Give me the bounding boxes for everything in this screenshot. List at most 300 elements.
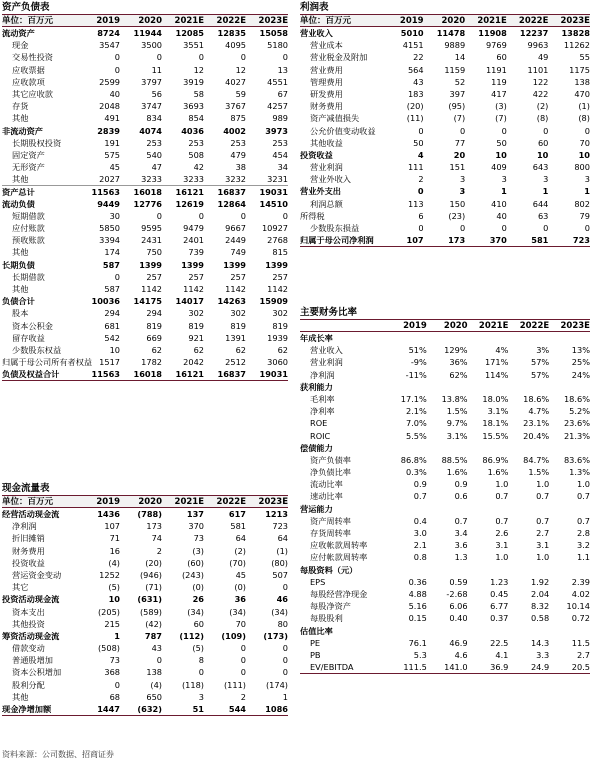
cell-value: 989 [272, 113, 288, 124]
cell-value: 0 [198, 52, 204, 63]
year-header: 2021E [174, 16, 204, 26]
year-header: 2023E [560, 16, 590, 26]
row-label: ROIC [310, 430, 331, 441]
cell-value: 3767 [225, 101, 246, 112]
cell-value: 0 [198, 667, 204, 678]
unit-label: 单位：百万元 [2, 497, 54, 507]
cell-value: 64 [235, 533, 246, 544]
cell-value: 11.5 [571, 637, 590, 648]
cell-value: 0 [156, 52, 162, 63]
cell-value: 650 [146, 691, 162, 702]
cell-value: 669 [146, 332, 162, 343]
table-row [300, 515, 590, 527]
row-label: 每股净资产 [310, 601, 351, 612]
table-row [2, 703, 288, 715]
row-label: 利润总额 [310, 198, 343, 209]
cell-value: 70 [235, 618, 246, 629]
row-label: 其他 [12, 174, 29, 185]
table-row [2, 112, 288, 124]
table-row [2, 356, 288, 368]
cell-value: 173 [146, 521, 162, 532]
table-row [300, 161, 590, 173]
cell-value: 86.9% [482, 454, 509, 465]
cell-value [549, 503, 590, 515]
cell-value: 42 [193, 162, 204, 173]
table-row [2, 545, 288, 557]
cell-value: 26 [192, 594, 204, 605]
cell-value: 1213 [265, 509, 288, 519]
table-row [2, 508, 288, 520]
table-row [2, 642, 288, 654]
cell-value: 1.0 [536, 552, 550, 563]
cell-value: 12776 [133, 198, 162, 209]
cell-value [468, 381, 509, 393]
cell-value: 0 [114, 52, 120, 63]
cell-value: 3394 [99, 235, 120, 246]
row-label: 少数股东权益 [12, 344, 62, 355]
cell-value: 68 [109, 691, 120, 702]
row-label: 估值比率 [300, 625, 333, 636]
cell-value: 0 [282, 667, 288, 678]
cell-value: 302 [188, 308, 204, 319]
cell-value: 79 [579, 210, 590, 221]
cell-value: 57% [530, 357, 550, 368]
table-row [300, 27, 590, 39]
table-row [2, 64, 288, 76]
cell-value: 60 [537, 137, 549, 148]
cell-value: 1.3 [454, 552, 468, 563]
cell-value: 11262 [563, 40, 590, 51]
row-label: 现金净增加额 [2, 704, 52, 714]
cell-value: 1.5% [446, 406, 468, 417]
cell-value: 1252 [99, 569, 120, 580]
cell-value: 410 [491, 198, 507, 209]
cell-value: 150 [449, 198, 466, 209]
table-row [2, 210, 288, 222]
year-header: 2023E [258, 16, 288, 26]
row-label: 投资收益 [300, 149, 333, 160]
row-label: 营业收入 [300, 28, 333, 38]
table-row [2, 520, 288, 532]
cell-value: 174 [104, 247, 120, 258]
cell-value: (1) [578, 101, 590, 112]
table-row [300, 344, 590, 356]
cell-value: 0 [240, 667, 246, 678]
cell-value: 14510 [259, 198, 288, 209]
cell-value: 1391 [225, 332, 246, 343]
cell-value: 3.1 [536, 540, 550, 551]
cell-value: 1399 [181, 259, 204, 270]
cell-value: 73 [109, 655, 120, 666]
cell-value: 9595 [141, 223, 162, 233]
year-header: 2021E [478, 321, 509, 331]
table-row [2, 532, 288, 544]
cell-value: 750 [146, 247, 162, 258]
cell-value: 3551 [183, 40, 204, 51]
cell-value: 0 [418, 125, 424, 136]
row-label: 其他 [12, 691, 29, 702]
table-row [2, 569, 288, 581]
cell-value: 370 [188, 521, 204, 532]
cell-value: 3233 [183, 174, 204, 185]
cell-value: 12619 [175, 198, 204, 209]
ratios-panel [300, 306, 590, 674]
cell-value: 723 [272, 521, 288, 532]
cell-value: 9.7% [446, 418, 468, 429]
row-label: 应收款项 [12, 76, 45, 87]
unit-label: 单位：百万元 [2, 16, 54, 26]
table-row [300, 539, 590, 551]
cell-value [508, 564, 549, 576]
cell-value: 173 [448, 235, 466, 246]
cell-value: 122 [532, 76, 549, 87]
row-label: 存货周转率 [310, 528, 351, 538]
cell-value: 1782 [141, 357, 162, 368]
cell-value: 171% [484, 357, 509, 368]
row-label: 每股资料（元） [300, 564, 358, 575]
cell-value: 564 [407, 64, 424, 75]
cell-value: 25% [571, 357, 590, 368]
year-header: 2019 [399, 16, 424, 26]
table-row [2, 137, 288, 149]
cell-value: 581 [230, 521, 246, 532]
row-label: 折旧摊销 [12, 533, 45, 544]
cell-value: 74 [151, 533, 162, 544]
table-row [300, 661, 590, 673]
cell-value: 1 [584, 186, 590, 197]
row-label: 营运资金变动 [12, 569, 62, 580]
row-label: 资本公积增加 [12, 667, 62, 678]
row-label: 资产总计 [2, 187, 35, 198]
cell-value: 3 [459, 186, 466, 197]
row-label: 营业收入 [310, 345, 343, 356]
cell-value: 151 [449, 162, 466, 173]
cell-value [468, 332, 509, 344]
row-label: 财务费用 [12, 545, 45, 556]
cell-value: 11944 [133, 28, 162, 38]
cell-value: 0 [501, 125, 507, 136]
cell-value [427, 564, 468, 576]
cell-value: 0 [459, 223, 466, 233]
table-row [300, 198, 590, 210]
table-header [300, 15, 590, 27]
unit-label [300, 320, 386, 331]
cell-value: 24.9 [530, 662, 550, 673]
cell-value: 19031 [259, 187, 288, 198]
cell-value: (95) [448, 101, 466, 112]
cell-value: 5.3 [413, 649, 427, 660]
cell-value: 257 [146, 271, 162, 282]
cell-value [508, 442, 549, 454]
cell-value: 368 [104, 667, 120, 678]
cell-value: 215 [104, 618, 120, 629]
cell-value [549, 381, 590, 393]
cell-value: 73 [193, 533, 204, 544]
row-label: 应付帐款周转率 [310, 552, 368, 563]
cell-value [468, 442, 509, 454]
cell-value: 0 [584, 223, 590, 233]
cell-value: -11% [405, 369, 427, 380]
table-row [300, 551, 590, 563]
cell-value: (11) [406, 113, 424, 124]
cell-value: 10927 [261, 223, 288, 233]
row-label: 营业利润 [310, 162, 343, 173]
cell-value: (70) [229, 557, 246, 568]
row-label: 营业外支出 [300, 186, 341, 197]
row-label: 筹资活动现金流 [2, 630, 60, 641]
cell-value: 302 [230, 308, 246, 319]
cell-value: 3.1% [446, 430, 468, 441]
cell-value: 2.1% [405, 406, 427, 417]
cell-value: (946) [139, 569, 162, 580]
cell-value: 16121 [175, 369, 204, 380]
cell-value: 3 [543, 174, 549, 185]
cell-value: 43 [413, 76, 424, 87]
cell-value: 4036 [181, 125, 204, 136]
table-row [2, 100, 288, 112]
cell-value: 739 [188, 247, 204, 258]
cell-value: 3 [584, 174, 590, 185]
cell-value: 107 [406, 235, 424, 246]
table-row [2, 630, 288, 642]
table-row [300, 405, 590, 417]
table-row [2, 654, 288, 666]
cell-value: 2839 [97, 125, 120, 136]
cell-value: (3) [192, 545, 204, 556]
cell-value: 3 [501, 174, 507, 185]
row-label: 经营活动现金流 [2, 509, 60, 519]
cell-value: 4257 [267, 101, 288, 112]
cell-value: 422 [532, 88, 549, 99]
cell-value: 51% [408, 345, 427, 356]
cell-value: 0.7 [454, 515, 468, 526]
year-header: 2020 [138, 497, 162, 507]
cell-value: 62 [151, 344, 162, 355]
cell-value: 1447 [97, 704, 120, 714]
cell-value: 88.5% [441, 454, 468, 465]
cell-value: 10 [578, 149, 590, 160]
cell-value: 2.8 [576, 528, 590, 538]
table-row [300, 649, 590, 661]
cell-value: 0.36 [408, 576, 427, 587]
cell-value: 0.9 [454, 479, 468, 490]
cell-value: 7.0% [405, 418, 427, 429]
cell-value: (111) [223, 679, 246, 690]
cell-value: 8724 [97, 28, 120, 38]
cell-value: 921 [188, 332, 204, 343]
cell-value: 0.3% [405, 467, 427, 478]
cell-value: 257 [272, 271, 288, 282]
section-title: 主要财务比率 [300, 306, 590, 320]
cell-value: 0 [282, 52, 288, 63]
row-label: 留存收益 [12, 332, 45, 343]
row-label: PB [310, 649, 321, 660]
cell-value: (23) [448, 210, 466, 221]
cell-value: 137 [186, 509, 204, 519]
cell-value: (508) [97, 643, 120, 654]
cell-value: (60) [187, 557, 204, 568]
row-label: 交易性投资 [12, 52, 53, 63]
cell-value: 40 [496, 210, 507, 221]
table-row [300, 234, 590, 246]
cell-value: 5180 [267, 40, 288, 51]
cell-value: 1399 [139, 259, 162, 270]
cell-value [427, 442, 468, 454]
cell-value: -9% [410, 357, 427, 368]
cell-value: 12 [235, 64, 246, 75]
cell-value: 3747 [141, 101, 162, 112]
cell-value: 24% [571, 369, 590, 380]
cell-value: 0.7 [495, 491, 509, 502]
cell-value: 15.5% [482, 430, 509, 441]
table-row [300, 51, 590, 63]
cell-value [549, 442, 590, 454]
cell-value: 2 [240, 691, 246, 702]
row-label: 流动资产 [2, 28, 35, 38]
cell-value: (0) [234, 582, 246, 593]
table-row [300, 76, 590, 88]
cell-value: 257 [188, 271, 204, 282]
cell-value: 257 [230, 271, 246, 282]
income-statement-panel [300, 1, 590, 247]
year-header: 2022E [518, 16, 549, 26]
cell-value: 4002 [223, 125, 246, 136]
row-label: 每股经营净现金 [310, 588, 368, 599]
cell-value: 815 [272, 247, 288, 258]
cell-value: 16 [109, 545, 120, 556]
cell-value: 47 [151, 162, 162, 173]
row-label: 投资收益 [12, 557, 45, 568]
row-label: 应收票据 [12, 64, 45, 75]
cell-value: 644 [532, 198, 549, 209]
cell-value: 62 [193, 344, 204, 355]
table-row [2, 691, 288, 703]
cell-value: 51 [192, 704, 204, 714]
table-row [300, 185, 590, 197]
row-label: 营业利润 [310, 357, 343, 368]
table-header [2, 496, 288, 508]
cell-value: (109) [221, 630, 246, 641]
cell-value: 2599 [99, 76, 120, 87]
cell-value [468, 625, 509, 637]
cell-value: (173) [263, 630, 288, 641]
cell-value: 1.0 [495, 479, 509, 490]
cell-value: 3 [459, 174, 466, 185]
table-row [300, 417, 590, 429]
cell-value: 34 [277, 162, 288, 173]
cell-value: 58 [193, 88, 204, 99]
cell-value: 0 [282, 655, 288, 666]
table-row [300, 442, 590, 454]
cell-value: 36.9 [490, 662, 509, 673]
table-row [300, 612, 590, 624]
cell-value: 10 [536, 149, 549, 160]
cell-value: 0 [240, 643, 246, 654]
table-row [300, 588, 590, 600]
cell-value: 0 [240, 210, 246, 221]
cell-value: 9769 [485, 40, 507, 51]
cell-value: 0 [282, 582, 288, 593]
row-label: 流动负债 [2, 198, 35, 209]
cell-value: 6.77 [490, 601, 509, 612]
cell-value: 1517 [99, 357, 120, 368]
cell-value: 0.59 [449, 576, 468, 587]
row-label: PE [310, 637, 321, 648]
row-label: 获利能力 [300, 381, 333, 392]
cell-value: 2.7 [576, 649, 590, 660]
cell-value: 80 [277, 618, 288, 629]
cell-value: 0 [156, 655, 162, 666]
cell-value: 191 [104, 137, 120, 148]
table-row [2, 149, 288, 161]
cell-value: 14175 [133, 296, 162, 307]
year-header: 2019 [96, 16, 120, 26]
table-row [2, 222, 288, 234]
cell-value [386, 625, 427, 637]
cell-value: 0 [418, 223, 424, 233]
cell-value: (8) [578, 113, 590, 124]
table-row [300, 210, 590, 222]
cell-value: (20) [406, 101, 424, 112]
cell-value: 3693 [183, 101, 204, 112]
cell-value: 1 [114, 630, 120, 641]
cell-value: 10 [495, 149, 507, 160]
row-label: 无形资产 [12, 162, 45, 173]
cell-value: 20 [453, 149, 466, 160]
table-row [2, 259, 288, 271]
year-header: 2020 [138, 16, 162, 26]
cell-value: 819 [272, 320, 288, 331]
cell-value: 18.1% [482, 418, 509, 429]
table-row [2, 368, 288, 380]
cell-value: 253 [230, 137, 246, 148]
cell-value: 491 [104, 113, 120, 124]
cell-value: 0 [114, 271, 120, 282]
row-label: 资产周转率 [310, 515, 351, 526]
row-label: 财务费用 [310, 101, 343, 112]
table-header [300, 320, 590, 332]
cell-value: (34) [229, 606, 246, 617]
row-label: 其他收益 [310, 137, 343, 148]
cell-value: (0) [192, 582, 204, 593]
cell-value: 544 [228, 704, 246, 714]
cell-value: 107 [104, 521, 120, 532]
cell-value: 3.1 [495, 540, 509, 551]
cell-value: 1436 [97, 509, 120, 519]
row-label: 营业费用 [310, 64, 343, 75]
row-label: 归属于母公司所有者权益 [2, 357, 93, 368]
cell-value: 62 [235, 344, 246, 355]
cell-value: 4.1 [495, 649, 509, 660]
cell-value: 49 [537, 52, 549, 63]
table-row [2, 606, 288, 618]
cell-value: 253 [188, 137, 204, 148]
table-row [2, 198, 288, 210]
cell-value: 0.58 [530, 613, 550, 624]
cell-value: 5850 [99, 223, 120, 233]
cell-value: (4) [150, 679, 162, 690]
cell-value: 9889 [444, 40, 466, 51]
cell-value: 819 [188, 320, 204, 331]
cell-value: (632) [137, 704, 162, 714]
cell-value: 50 [413, 137, 424, 148]
table-row [300, 39, 590, 51]
cell-value: 643 [532, 162, 549, 173]
cell-value: 2027 [99, 174, 120, 185]
cell-value: 1159 [444, 64, 466, 75]
cell-value: (118) [181, 679, 204, 690]
cell-value: 3797 [141, 76, 162, 87]
